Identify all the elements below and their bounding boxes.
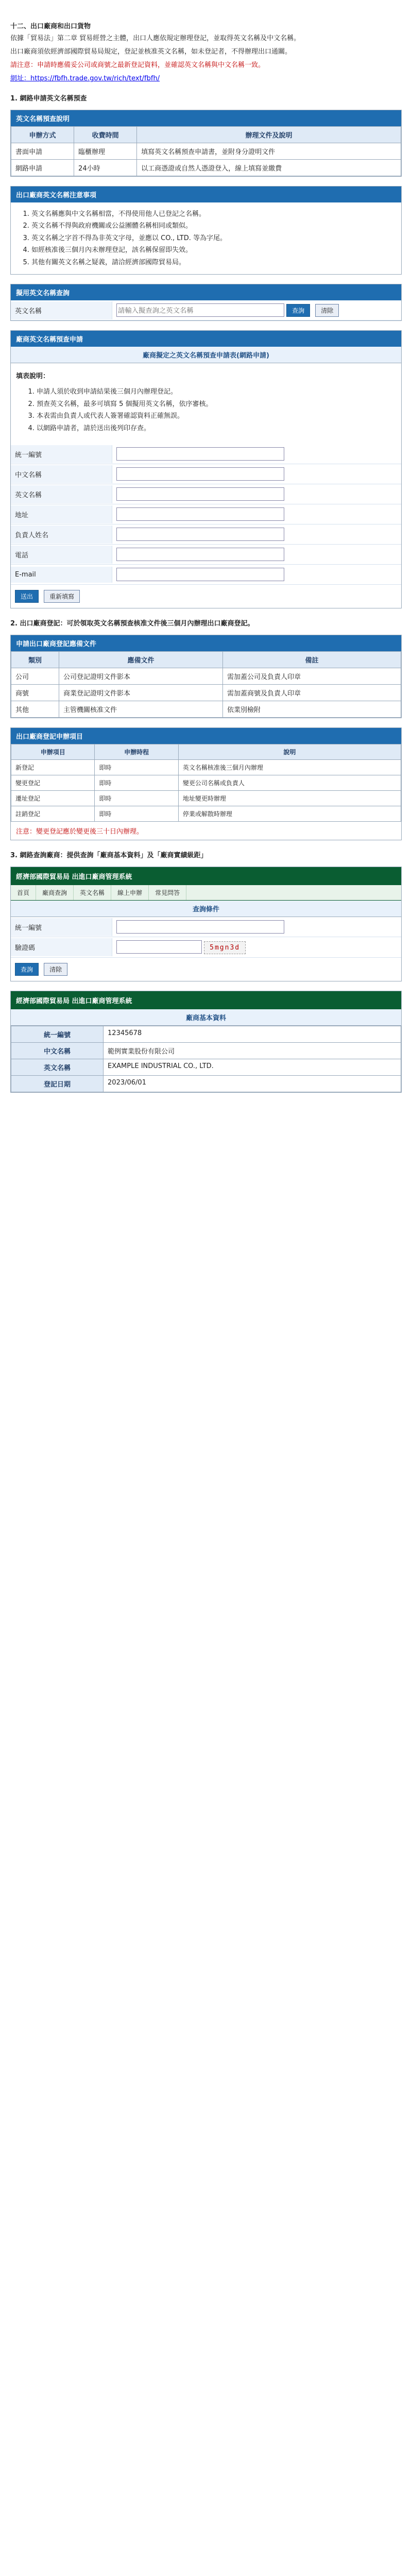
uid-input[interactable]: [116, 447, 284, 461]
cell: 註銷登記: [11, 806, 95, 822]
query-controls: [112, 300, 401, 320]
box-title: 英文名稱預查說明: [11, 110, 401, 126]
cell: 中文名稱: [11, 1042, 104, 1059]
cell: 填寫英文名稱預查申請書，並附身分證明文件: [137, 143, 401, 159]
cell: 新登記: [11, 760, 95, 775]
cell: 需加蓋商號及負責人印章: [222, 685, 401, 701]
cell: 公司登記證明文件影本: [59, 668, 223, 685]
precheck-application-box: [10, 330, 402, 608]
query-captcha-row: [11, 937, 401, 958]
site-tabs: [11, 885, 401, 901]
intro-paragraph-red: 請注意：申請時應備妥公司或商號之最新登記資料，並確認英文名稱與中文名稱一致。: [10, 61, 265, 70]
cell: 即時: [95, 791, 178, 806]
cell: 地址變更時辦理: [178, 791, 401, 806]
cell: 2023/06/01: [104, 1075, 401, 1092]
application-form: [11, 444, 401, 608]
heading-export-registration: 2. 出口廠商登記：可於領取英文名稱預查核准文件後三個月內辦理出口廠商登記。: [10, 620, 254, 628]
col-method: 申辦方式: [11, 126, 74, 143]
phone-input[interactable]: [116, 548, 284, 561]
note-item: 1. 英文名稱應與中文名稱相當，不得使用他人已登記之名稱。: [31, 209, 401, 219]
table-row: [11, 701, 401, 718]
query-uid-input[interactable]: [116, 920, 284, 934]
query-button[interactable]: 查詢: [286, 304, 310, 317]
note-item: 3. 英文名稱之字首不得為非英文字母，並應以 CO., LTD. 等為字尾。: [31, 233, 401, 244]
cell: 依業別檢附: [222, 701, 401, 718]
box-subtitle: 廠商擬定之英文名稱預查申請表(網路申請): [11, 347, 401, 363]
cell: 公司: [11, 668, 59, 685]
reset-button[interactable]: 重新填寫: [44, 590, 80, 603]
table-row: [11, 775, 401, 791]
box-title: 申請出口廠商登記應備文件: [11, 635, 401, 651]
query-uid-row: [11, 917, 401, 937]
english-name-precheck-table: [11, 126, 401, 176]
cell: 即時: [95, 760, 178, 775]
note-item: 1. 申請人須於收到申請結果後三個月內辦理登記。: [37, 387, 396, 397]
table-row: [11, 143, 401, 159]
registration-docs-table: [11, 651, 401, 718]
intro-paragraph-1: 依據「貿易法」第二章 貿易經營之主體，出口人應依規定辦理登記，並取得英文名稱及中文名稱。: [10, 35, 301, 42]
query-label: 英文名稱: [11, 301, 112, 319]
addr-label: 地址: [11, 505, 112, 523]
form-row: [11, 565, 401, 585]
note-item: 2. 英文名稱不得與政府機關或公益團體名稱相同或類似。: [31, 221, 401, 231]
note-item: 5. 其他有關英文名稱之疑義，請洽經濟部國際貿易局。: [31, 258, 401, 268]
table-row: [11, 1026, 401, 1042]
note-item: 4. 如經核准後三個月內未辦理登記，該名稱保留即失效。: [31, 245, 401, 256]
notes-list: [16, 387, 396, 433]
form-row: [11, 545, 401, 565]
cell: 英文名稱核准後三個月內辦理: [178, 760, 401, 775]
cell: 統一編號: [11, 1026, 104, 1042]
captcha-image: 5mgn3d: [204, 941, 246, 954]
cell: 主管機關核准文件: [59, 701, 223, 718]
col-notes: 備註: [222, 652, 401, 668]
cell: 遷址登記: [11, 791, 95, 806]
cell: 變更公司名稱或負責人: [178, 775, 401, 791]
uid-label: 統一編號: [11, 445, 112, 463]
notes-title: 填表說明：: [16, 372, 50, 381]
cell: 書面申請: [11, 143, 74, 159]
site-query-screen: [10, 867, 402, 981]
cell: 範例實業股份有限公司: [104, 1042, 401, 1059]
query-uid-label: 統一編號: [11, 918, 112, 936]
registration-items-box: [10, 727, 402, 840]
ename-input[interactable]: [116, 487, 284, 501]
tab-online-apply[interactable]: 線上申辦: [111, 885, 149, 900]
tab-home[interactable]: 首頁: [11, 885, 36, 900]
cell: 商號: [11, 685, 59, 701]
captcha-input[interactable]: [116, 940, 202, 954]
cell: 需加蓋公司及負責人印章: [222, 668, 401, 685]
english-name-precheck-box: [10, 110, 402, 177]
table-row: [11, 760, 401, 775]
tab-faq[interactable]: 常見問答: [149, 885, 186, 900]
table-row: [11, 159, 401, 176]
query-form-title: 查詢條件: [11, 901, 401, 917]
cell: 登記日期: [11, 1075, 104, 1092]
search-button[interactable]: 查詢: [15, 963, 39, 976]
site-result-screen: [10, 991, 402, 1093]
intro-paragraph-2: 出口廠商須依經濟部國際貿易局規定，登記並核准英文名稱，如未登記者，不得辦理出口通關。: [10, 48, 292, 56]
export-english-name-notes-box: [10, 186, 402, 275]
table-row: [11, 1059, 401, 1075]
registration-docs-box: [10, 635, 402, 718]
query-row: [11, 300, 401, 320]
heading-online-prefill: 1. 網路申請英文名稱預查: [10, 94, 87, 103]
cell: 以工商憑證或自然人憑證登入，線上填寫並繳費: [137, 159, 401, 176]
col-desc: 說明: [178, 744, 401, 760]
cell: 臨櫃辦理: [74, 143, 137, 159]
tab-english-name[interactable]: 英文名稱: [74, 885, 111, 900]
addr-input[interactable]: [116, 507, 284, 521]
cell: 停業或解散時辦理: [178, 806, 401, 822]
intro-heading: 十二、出口廠商和出口貨物: [10, 23, 91, 30]
english-name-query-box: [10, 284, 402, 321]
cell: 即時: [95, 775, 178, 791]
clear-button[interactable]: 清除: [315, 304, 339, 317]
clear-search-button[interactable]: 清除: [44, 963, 67, 976]
box-title: 出口廠商登記申辦項目: [11, 728, 401, 744]
table-row: [11, 806, 401, 822]
table-row: [11, 1042, 401, 1059]
box-title: 廠商英文名稱預查申請: [11, 331, 401, 347]
cell: 其他: [11, 701, 59, 718]
cell: 24小時: [74, 159, 137, 176]
result-title: 廠商基本資料: [11, 1009, 401, 1026]
cname-input[interactable]: [116, 467, 284, 481]
form-row: [11, 524, 401, 545]
heading-online-query: 3. 網路查詢廠商：提供查詢「廠商基本資料」及「廠商實績級距」: [10, 852, 208, 860]
email-label: E-mail: [11, 567, 112, 583]
cell: 變更登記: [11, 775, 95, 791]
cell: 12345678: [104, 1026, 401, 1042]
submit-button[interactable]: 送出: [15, 590, 39, 603]
tab-company-query[interactable]: 廠商查詢: [36, 885, 74, 900]
table-row: [11, 668, 401, 685]
registration-extra-note: 注意：變更登記應於變更後三十日內辦理。: [16, 828, 144, 836]
site-header: 經濟部國際貿易局 出進口廠商管理系統: [11, 991, 401, 1009]
cname-label: 中文名稱: [11, 465, 112, 483]
form-row: [11, 504, 401, 524]
table-row: [11, 791, 401, 806]
cell: 商業登記證明文件影本: [59, 685, 223, 701]
document-page: [10, 0, 402, 1093]
registration-items-table: [11, 744, 401, 822]
owner-label: 負責人姓名: [11, 526, 112, 544]
phone-label: 電話: [11, 546, 112, 564]
box-title: 擬用英文名稱查詢: [11, 284, 401, 300]
email-input[interactable]: [116, 568, 284, 581]
col-item: 申辦項目: [11, 744, 95, 760]
col-type: 類別: [11, 652, 59, 668]
note-item: 2. 預查英文名稱，最多可填寫 5 個擬用英文名稱，依序審核。: [37, 399, 396, 410]
table-row: [11, 1075, 401, 1092]
table-row: [11, 685, 401, 701]
english-name-query-input[interactable]: [116, 303, 284, 317]
intro-link[interactable]: 網址：https://fbfh.trade.gov.tw/rich/text/fbfh/: [10, 75, 160, 83]
col-docs: 辦理文件及說明: [137, 126, 401, 143]
cell: 網路申請: [11, 159, 74, 176]
captcha-label: 驗證碼: [11, 938, 112, 956]
site-header: 經濟部國際貿易局 出進口廠商管理系統: [11, 867, 401, 885]
cell: 即時: [95, 806, 178, 822]
form-row: [11, 464, 401, 484]
note-item: 3. 本表需由負責人或代表人簽署確認資料正確無誤。: [37, 411, 396, 421]
cell: 英文名稱: [11, 1059, 104, 1075]
ename-label: 英文名稱: [11, 485, 112, 503]
col-time: 申辦時程: [95, 744, 178, 760]
notes-list: [11, 209, 401, 268]
result-table: [11, 1026, 401, 1092]
intro-section: [10, 21, 402, 84]
form-row: [11, 444, 401, 464]
col-time: 收費時間: [74, 126, 137, 143]
form-row: [11, 484, 401, 504]
box-title: 出口廠商英文名稱注意事項: [11, 187, 401, 202]
note-item: 4. 以網路申請者，請於送出後列印存查。: [37, 423, 396, 434]
owner-input[interactable]: [116, 528, 284, 541]
col-docs: 應備文件: [59, 652, 223, 668]
cell: EXAMPLE INDUSTRIAL CO., LTD.: [104, 1059, 401, 1075]
